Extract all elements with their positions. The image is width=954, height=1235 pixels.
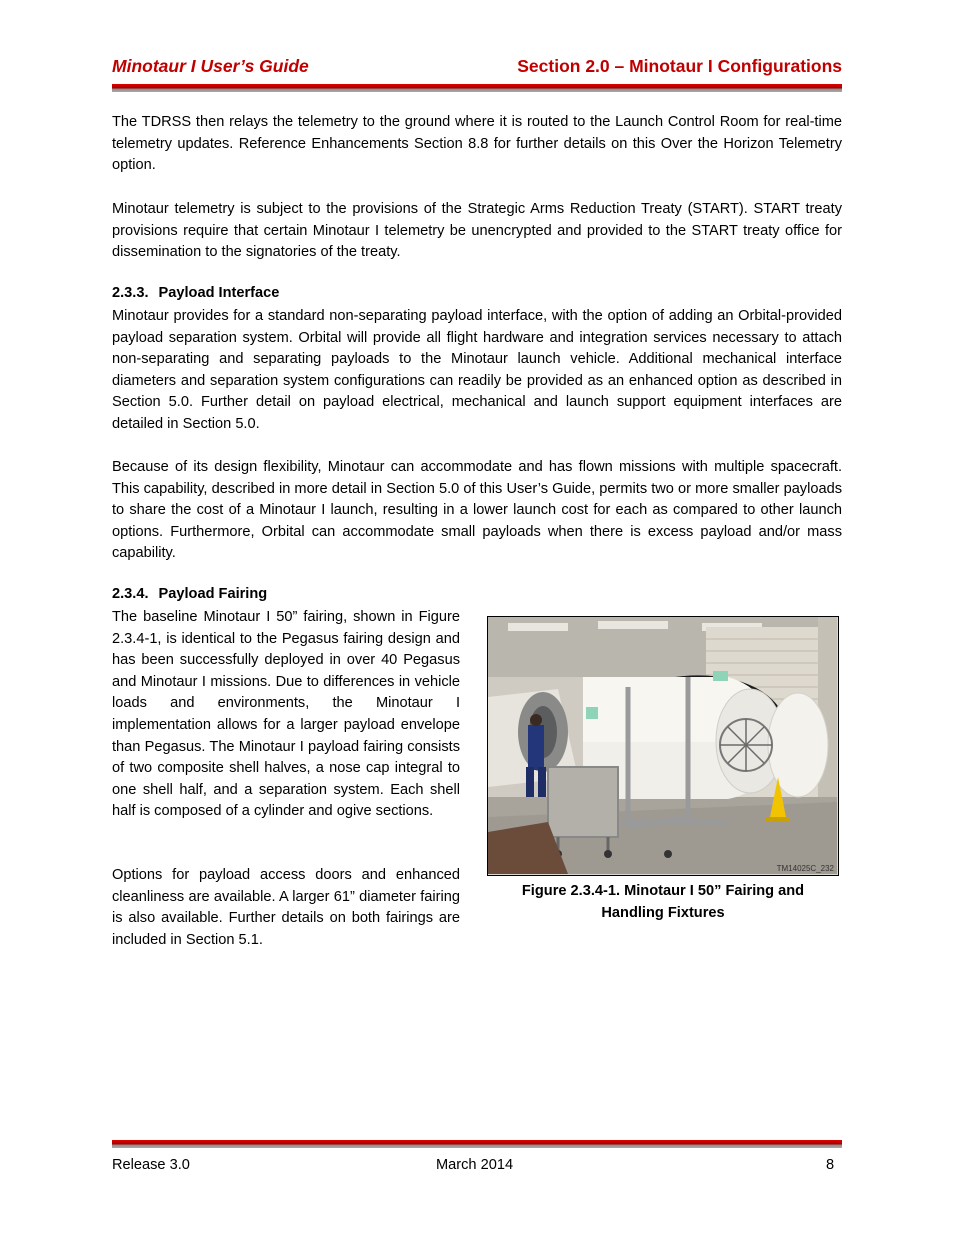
section-number: 2.3.4. [112, 586, 149, 602]
section-heading-text: Payload Fairing [158, 586, 268, 602]
footer-date: March 2014 [436, 1157, 514, 1173]
fairing-photo [487, 616, 839, 876]
footer-rule [112, 1140, 842, 1148]
paragraph-payload-interface: Minotaur provides for a standard non-separating payload interface, with the option of adding an Orbital-provided payload separation system. Orbital will provide all flight hardware and integration services necessary to attach non-separating and separating payloads to the Minotaur launch vehicle. Additional mechanical interface diameters and separation system configurations can readily be provided as an enhanced option as described in Section 5.0. Further detail on payload electrical, mechanical and launch support equipment interfaces are detailed in Section 5.0. [112, 308, 842, 432]
figure-caption [487, 880, 839, 924]
photo-reference-tag: TM14025C_232 [776, 864, 834, 873]
fairing-photo-illustration [488, 617, 837, 874]
section-heading-text: Payload Interface [158, 285, 280, 301]
figure-caption-line-2: Handling Fixtures [601, 905, 725, 921]
section-title: Section 2.0 – Minotaur I Configurations [517, 56, 842, 76]
paragraph-fairing-options: Options for payload access doors and enhanced cleanliness are available. A larger 61” diameter fairing is also available. Further details on both fairings are included in Section 5.1. [112, 867, 460, 948]
paragraph-tdrss: The TDRSS then relays the telemetry to the ground where it is routed to the Launch Control Room for real-time telemetry updates. Reference Enhancements Section 8.8 for further details on this Over the Horizon Telemetry option. [112, 114, 842, 174]
paragraph-start-treaty: Minotaur telemetry is subject to the provisions of the Strategic Arms Reduction Treaty (START). START treaty provisions require that certain Minotaur I telemetry be unencrypted and provided to the START treaty office for dissemination to the signatories of the treaty. [112, 201, 842, 261]
heading-payload-fairing [112, 586, 267, 602]
paragraph-design-flexibility: Because of its design flexibility, Minotaur can accommodate and has flown missions with multiple spacecraft. This capability, described in more detail in Section 5.0 of this User’s Guide, permits two or more smaller payloads to share the cost of a Minotaur I launch, resulting in a lower launch cost for each as compared to other launch options. Furthermore, Orbital can accommodate small payloads when there is excess payload and/or mass capability. [112, 459, 842, 562]
header-rule [112, 84, 842, 92]
footer-release: Release 3.0 [112, 1157, 190, 1173]
document-title: Minotaur I User’s Guide [112, 56, 309, 76]
figure-caption-line-1: Figure 2.3.4-1. Minotaur I 50” Fairing and [521, 883, 805, 899]
heading-payload-interface [112, 285, 279, 301]
page-number: 8 [826, 1157, 835, 1173]
section-number: 2.3.3. [112, 285, 149, 301]
paragraph-baseline-fairing: The baseline Minotaur I 50” fairing, shown in Figure 2.3.4-1, is identical to the Pegasus fairing design and has been successfully deployed in over 40 Pegasus and Minotaur I missions. Due to differences in vehicle loads and environments, the Minotaur I implementation allows for a larger payload envelope than Pegasus. The Minotaur I payload fairing consists of two composite shell halves, a nose cap integral to one shell half, and a separation system. Each shell half is composed of a cylinder and ogive sections. [112, 609, 460, 820]
